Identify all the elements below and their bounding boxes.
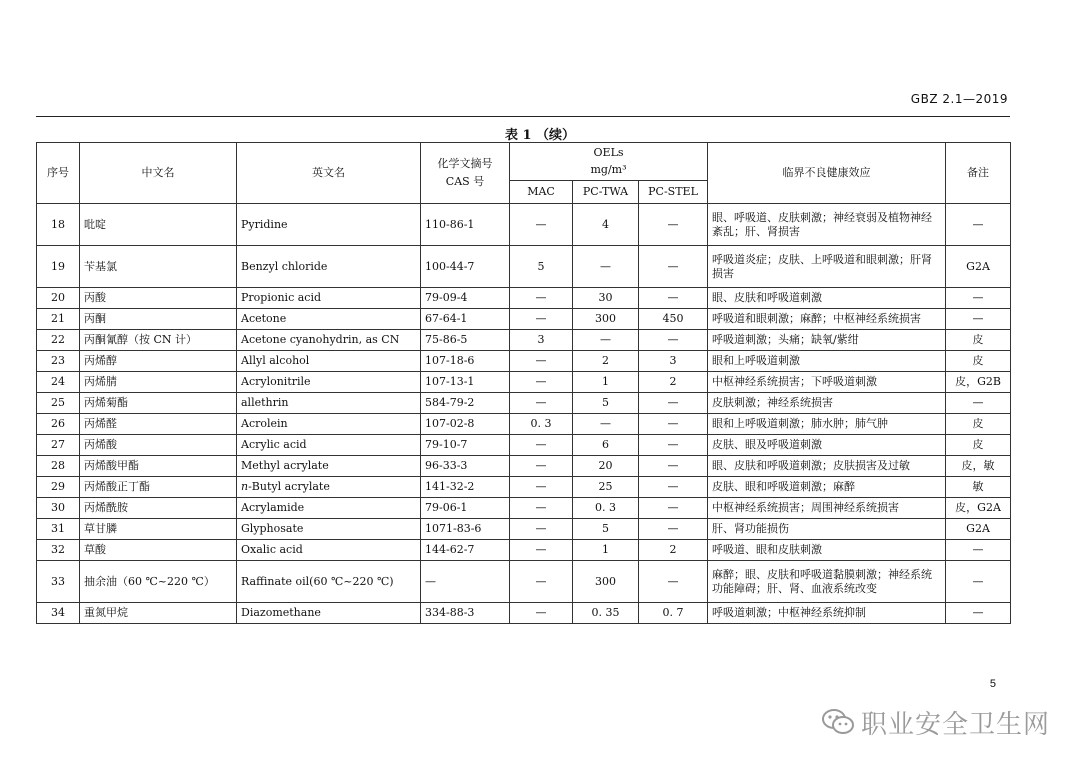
cell-pc-stel: — [639,477,708,498]
table-row [37,435,1011,456]
cell-pc-twa: 300 [573,561,639,603]
table-row [37,309,1011,330]
cell-mac: — [510,435,573,456]
cell-note: — [946,393,1011,414]
cell-en-name [237,477,421,498]
cell-seq: 32 [37,540,80,561]
cell-effect: 呼吸道炎症；皮肤、上呼吸道和眼刺激；肝肾损害 [708,246,946,288]
cell-pc-twa: 2 [573,351,639,372]
cell-note: 皮，G2B [946,372,1011,393]
cell-seq: 19 [37,246,80,288]
cell-note: 皮 [946,330,1011,351]
cell-effect: 呼吸道、眼和皮肤刺激 [708,540,946,561]
cell-mac: — [510,540,573,561]
cell-note: — [946,561,1011,603]
table-row [37,393,1011,414]
cell-cn-name: 吡啶 [80,204,237,246]
cell-mac: — [510,477,573,498]
cell-effect: 眼、呼吸道、皮肤刺激；神经衰弱及植物神经紊乱；肝、肾损害 [708,204,946,246]
cell-cn-name: 草酸 [80,540,237,561]
cell-cn-name: 丙烯酰胺 [80,498,237,519]
cell-seq: 30 [37,498,80,519]
table-row [37,414,1011,435]
cell-cas: 107-18-6 [421,351,510,372]
cell-note: — [946,204,1011,246]
cell-pc-twa: 4 [573,204,639,246]
cell-effect: 麻醉；眼、皮肤和呼吸道黏膜刺激；神经系统功能障碍；肝、肾、血液系统改变 [708,561,946,603]
col-header-effect: 临界不良健康效应 [708,143,946,204]
cell-cas: 67-64-1 [421,309,510,330]
cell-cas: 107-02-8 [421,414,510,435]
table-row [37,603,1011,624]
cell-mac: — [510,309,573,330]
cell-en-name: allethrin [237,393,421,414]
cell-pc-twa: 1 [573,372,639,393]
col-header-oels-title: OELs [593,146,624,159]
cell-mac: — [510,393,573,414]
cell-cas: 96-33-3 [421,456,510,477]
cell-pc-twa: — [573,414,639,435]
col-header-cas-line1: 化学文摘号 [437,157,493,170]
cell-cn-name: 丙烯醛 [80,414,237,435]
cell-seq: 28 [37,456,80,477]
col-header-cas-line2: CAS 号 [445,175,485,188]
cell-pc-twa: 30 [573,288,639,309]
col-header-oels-unit: mg/m³ [590,163,627,176]
cell-effect: 皮肤刺激；神经系统损害 [708,393,946,414]
cell-seq: 25 [37,393,80,414]
cell-pc-twa: 0. 3 [573,498,639,519]
table-row [37,456,1011,477]
cell-mac: — [510,204,573,246]
cell-cas: 110-86-1 [421,204,510,246]
cell-cn-name: 重氮甲烷 [80,603,237,624]
cell-note: 皮，G2A [946,498,1011,519]
cell-pc-stel: — [639,288,708,309]
cell-pc-twa: 5 [573,393,639,414]
cell-mac: 5 [510,246,573,288]
header-rule [36,116,1010,117]
col-header-cn-name: 中文名 [80,143,237,204]
cell-note: G2A [946,519,1011,540]
cell-seq: 18 [37,204,80,246]
cell-seq: 34 [37,603,80,624]
table-row [37,288,1011,309]
cell-note: 敏 [946,477,1011,498]
cell-seq: 21 [37,309,80,330]
cell-seq: 20 [37,288,80,309]
cell-effect: 眼、皮肤和呼吸道刺激；皮肤损害及过敏 [708,456,946,477]
table-row [37,477,1011,498]
cell-cn-name: 丙烯菊酯 [80,393,237,414]
en-name-text: -Butyl acrylate [248,480,330,493]
cell-mac: — [510,498,573,519]
cell-seq: 33 [37,561,80,603]
cell-cas: 144-62-7 [421,540,510,561]
cell-effect: 眼、皮肤和呼吸道刺激 [708,288,946,309]
cell-mac: — [510,603,573,624]
table-row [37,498,1011,519]
cell-en-name: Methyl acrylate [237,456,421,477]
table-row [37,540,1011,561]
cell-note: 皮，敏 [946,456,1011,477]
cell-seq: 26 [37,414,80,435]
cell-pc-twa: 1 [573,540,639,561]
cell-cas: 141-32-2 [421,477,510,498]
cell-effect: 眼和上呼吸道刺激；肺水肿；肺气肿 [708,414,946,435]
cell-pc-stel: — [639,498,708,519]
cell-cn-name: 丙烯腈 [80,372,237,393]
col-header-note: 备注 [946,143,1011,204]
cell-effect: 皮肤、眼和呼吸道刺激；麻醉 [708,477,946,498]
cell-cas: 334-88-3 [421,603,510,624]
cell-note: — [946,309,1011,330]
cell-mac: — [510,519,573,540]
cell-cas: — [421,561,510,603]
watermark [821,702,1050,742]
cell-pc-stel: — [639,246,708,288]
col-header-seq: 序号 [37,143,80,204]
cell-cas: 75-86-5 [421,330,510,351]
cell-en-name: Acrylamide [237,498,421,519]
cell-cas: 79-06-1 [421,498,510,519]
cell-pc-stel: 0. 7 [639,603,708,624]
oel-table [36,142,1011,624]
cell-effect: 皮肤、眼及呼吸道刺激 [708,435,946,456]
cell-effect: 中枢神经系统损害；下呼吸道刺激 [708,372,946,393]
cell-mac: — [510,372,573,393]
col-header-pc-twa: PC-TWA [573,181,639,204]
cell-en-name: Glyphosate [237,519,421,540]
cell-pc-twa: 6 [573,435,639,456]
cell-en-name: Diazomethane [237,603,421,624]
cell-mac: — [510,351,573,372]
cell-cn-name: 丙烯酸正丁酯 [80,477,237,498]
col-header-oels [510,143,708,181]
cell-pc-twa: 300 [573,309,639,330]
cell-cn-name: 苄基氯 [80,246,237,288]
en-name-prefix: n [241,480,249,493]
cell-mac: — [510,288,573,309]
page-number: 5 [989,678,996,690]
cell-en-name: Allyl alcohol [237,351,421,372]
cell-cn-name: 丙酮氰醇（按 CN 计） [80,330,237,351]
cell-pc-stel: — [639,330,708,351]
cell-pc-stel: 2 [639,540,708,561]
cell-cn-name: 抽余油（60 ℃~220 ℃） [80,561,237,603]
cell-pc-stel: — [639,393,708,414]
cell-pc-twa: 0. 35 [573,603,639,624]
cell-seq: 31 [37,519,80,540]
cell-cas: 79-09-4 [421,288,510,309]
watermark-text: 职业安全卫生网 [860,709,1050,740]
cell-cas: 1071-83-6 [421,519,510,540]
cell-cn-name: 丙烯酸甲酯 [80,456,237,477]
cell-pc-twa: 5 [573,519,639,540]
cell-mac: — [510,456,573,477]
cell-pc-twa: 20 [573,456,639,477]
cell-pc-twa: — [573,246,639,288]
cell-cn-name: 草甘膦 [80,519,237,540]
col-header-cas [421,143,510,204]
cell-pc-twa: — [573,330,639,351]
cell-effect: 中枢神经系统损害；周围神经系统损害 [708,498,946,519]
cell-note: 皮 [946,351,1011,372]
cell-en-name: Acetone cyanohydrin, as CN [237,330,421,351]
cell-en-name: Acrylonitrile [237,372,421,393]
table-row [37,351,1011,372]
standard-code: GBZ 2.1—2019 [910,92,1008,106]
cell-en-name: Raffinate oil(60 ℃~220 ℃) [237,561,421,603]
cell-pc-stel: — [639,561,708,603]
cell-note: — [946,288,1011,309]
cell-effect: 呼吸道刺激；头痛；缺氧/紫绀 [708,330,946,351]
cell-cn-name: 丙酮 [80,309,237,330]
cell-seq: 24 [37,372,80,393]
cell-pc-stel: — [639,435,708,456]
cell-seq: 22 [37,330,80,351]
cell-seq: 29 [37,477,80,498]
cell-en-name: Benzyl chloride [237,246,421,288]
cell-note: 皮 [946,414,1011,435]
cell-en-name: Acrylic acid [237,435,421,456]
cell-cn-name: 丙烯醇 [80,351,237,372]
cell-cas: 584-79-2 [421,393,510,414]
cell-pc-stel: 450 [639,309,708,330]
table-row [37,204,1011,246]
cell-note: 皮 [946,435,1011,456]
cell-en-name: Acetone [237,309,421,330]
cell-mac: 3 [510,330,573,351]
cell-cn-name: 丙酸 [80,288,237,309]
col-header-en-name: 英文名 [237,143,421,204]
table-row [37,330,1011,351]
cell-note: G2A [946,246,1011,288]
wechat-icon [821,707,855,737]
cell-pc-twa: 25 [573,477,639,498]
table-row [37,519,1011,540]
table-title: 表 1 （续） [504,128,576,143]
cell-cas: 100-44-7 [421,246,510,288]
cell-note: — [946,540,1011,561]
cell-mac: — [510,561,573,603]
cell-pc-stel: 3 [639,351,708,372]
cell-pc-stel: 2 [639,372,708,393]
cell-en-name: Pyridine [237,204,421,246]
cell-note: — [946,603,1011,624]
cell-pc-stel: — [639,456,708,477]
cell-seq: 27 [37,435,80,456]
cell-pc-stel: — [639,204,708,246]
cell-cn-name: 丙烯酸 [80,435,237,456]
table-row [37,372,1011,393]
cell-cas: 107-13-1 [421,372,510,393]
col-header-mac: MAC [510,181,573,204]
cell-effect: 呼吸道和眼刺激；麻醉；中枢神经系统损害 [708,309,946,330]
cell-pc-stel: — [639,519,708,540]
col-header-pc-stel: PC-STEL [639,181,708,204]
cell-effect: 呼吸道刺激；中枢神经系统抑制 [708,603,946,624]
cell-mac: 0. 3 [510,414,573,435]
cell-en-name: Acrolein [237,414,421,435]
cell-effect: 眼和上呼吸道刺激 [708,351,946,372]
cell-en-name: Propionic acid [237,288,421,309]
cell-en-name: Oxalic acid [237,540,421,561]
cell-effect: 肝、肾功能损伤 [708,519,946,540]
table-row [37,246,1011,288]
cell-seq: 23 [37,351,80,372]
cell-pc-stel: — [639,414,708,435]
cell-cas: 79-10-7 [421,435,510,456]
table-row [37,561,1011,603]
